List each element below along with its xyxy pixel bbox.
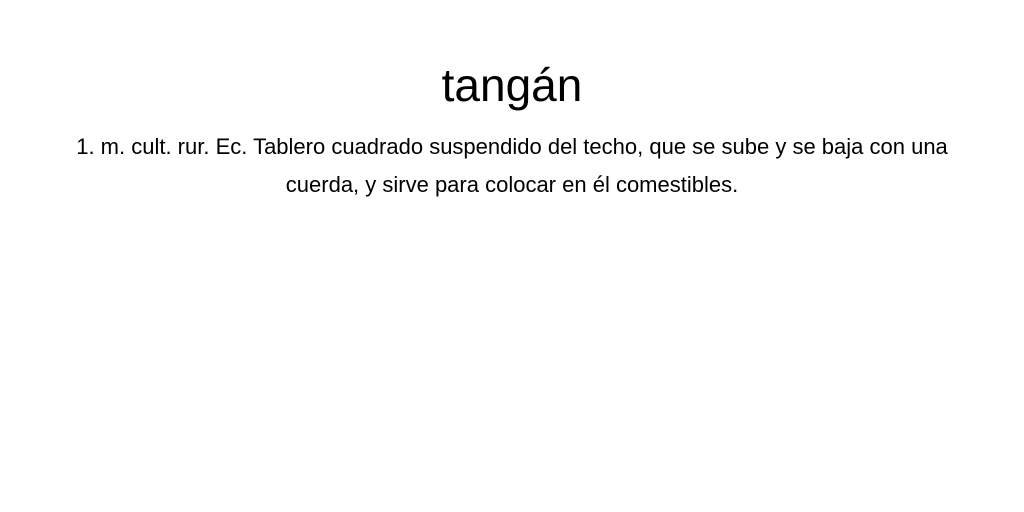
headword: tangán [441, 59, 583, 111]
definition-text: 1. m. cult. rur. Ec. Tablero cuadrado suspendido del techo, que se sube y se baja con una cuerda, y sirve para colocar en él comestibles. [76, 134, 948, 197]
